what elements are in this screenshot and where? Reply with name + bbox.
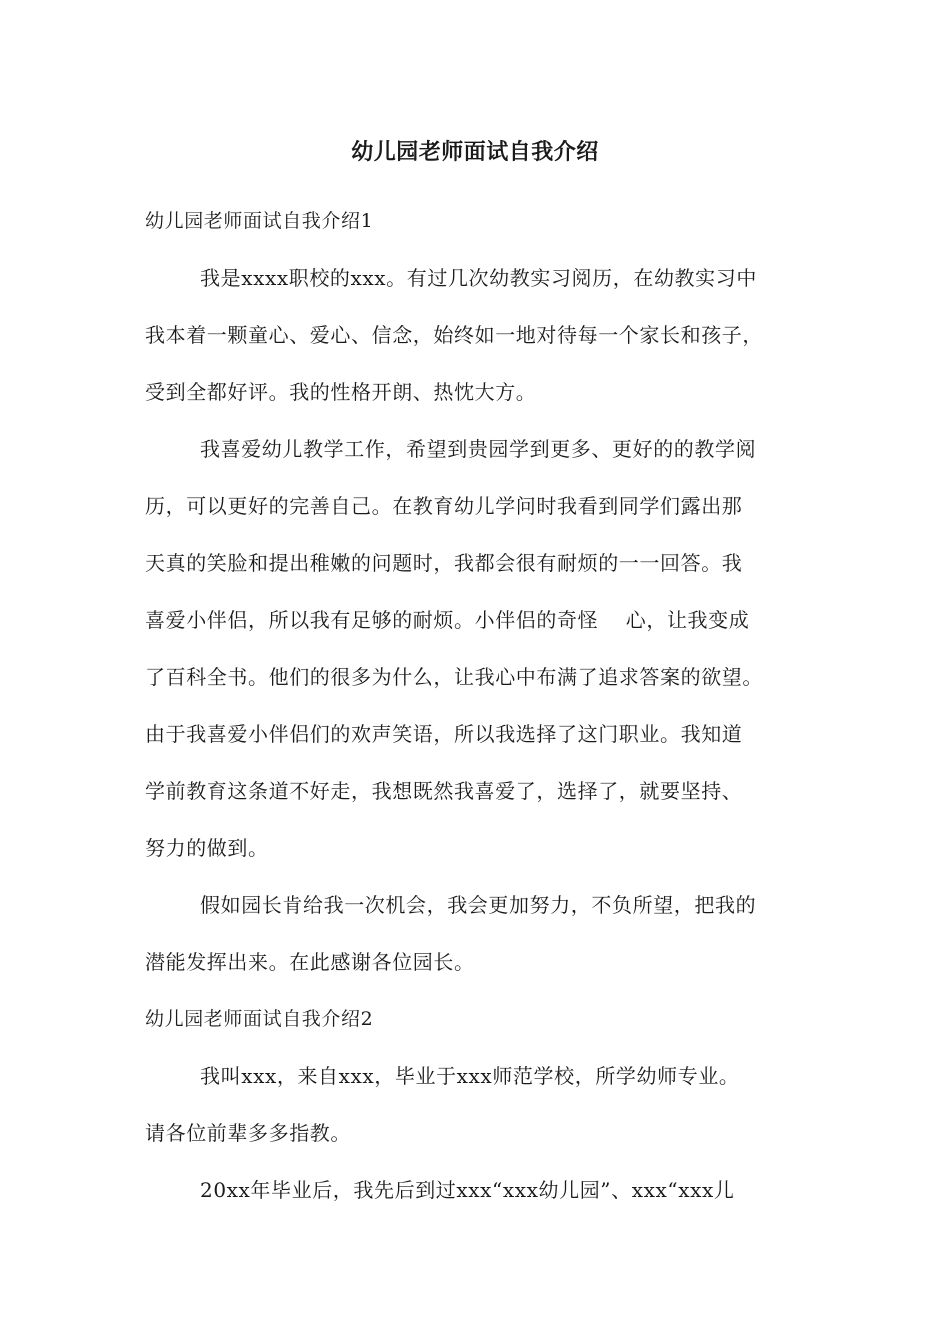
paragraph-line: 我本着一颗童心、爱心、信念，始终如一地对待每一个家长和孩子， (145, 323, 763, 347)
paragraph-line: 努力的做到。 (145, 836, 269, 860)
paragraph-line: 假如园长肯给我一次机会，我会更加努力，不负所望，把我的 (200, 893, 757, 917)
paragraph-line: 历，可以更好的完善自己。在教育幼儿学问时我看到同学们露出那 (145, 494, 743, 518)
paragraph-line: 受到全都好评。我的性格开朗、热忱大方。 (145, 380, 537, 404)
paragraph-line: 学前教育这条道不好走，我想既然我喜爱了，选择了，就要坚持、 (145, 779, 743, 803)
paragraph-line: 20xx年毕业后，我先后到过xxx“xxx幼儿园”、xxx“xxx儿 (200, 1178, 735, 1202)
paragraph-line: 我是xxxx职校的xxx。有过几次幼教实习阅历，在幼教实习中 (200, 266, 757, 290)
paragraph-line: 了百科全书。他们的很多为什么，让我心中布满了追求答案的欲望。 (145, 665, 763, 689)
paragraph-line: 我喜爱幼儿教学工作，希望到贵园学到更多、更好的的教学阅 (200, 437, 757, 461)
paragraph-line: 喜爱小伴侣，所以我有足够的耐烦。小伴侣的奇怪 心，让我变成 (145, 608, 750, 632)
document-title: 幼儿园老师面试自我介绍 (351, 139, 599, 165)
paragraph-line: 我叫xxx，来自xxx，毕业于xxx师范学校，所学幼师专业。 (200, 1064, 740, 1088)
paragraph-line: 潜能发挥出来。在此感谢各位园长。 (145, 950, 475, 974)
section-heading-2: 幼儿园老师面试自我介绍2 (145, 1008, 374, 1030)
paragraph-line: 天真的笑脸和提出稚嫩的问题时，我都会很有耐烦的一一回答。我 (145, 551, 743, 575)
paragraph-line: 由于我喜爱小伴侣们的欢声笑语，所以我选择了这门职业。我知道 (145, 722, 743, 746)
paragraph-line: 请各位前辈多多指教。 (145, 1121, 351, 1145)
section-heading-1: 幼儿园老师面试自我介绍1 (145, 210, 374, 232)
